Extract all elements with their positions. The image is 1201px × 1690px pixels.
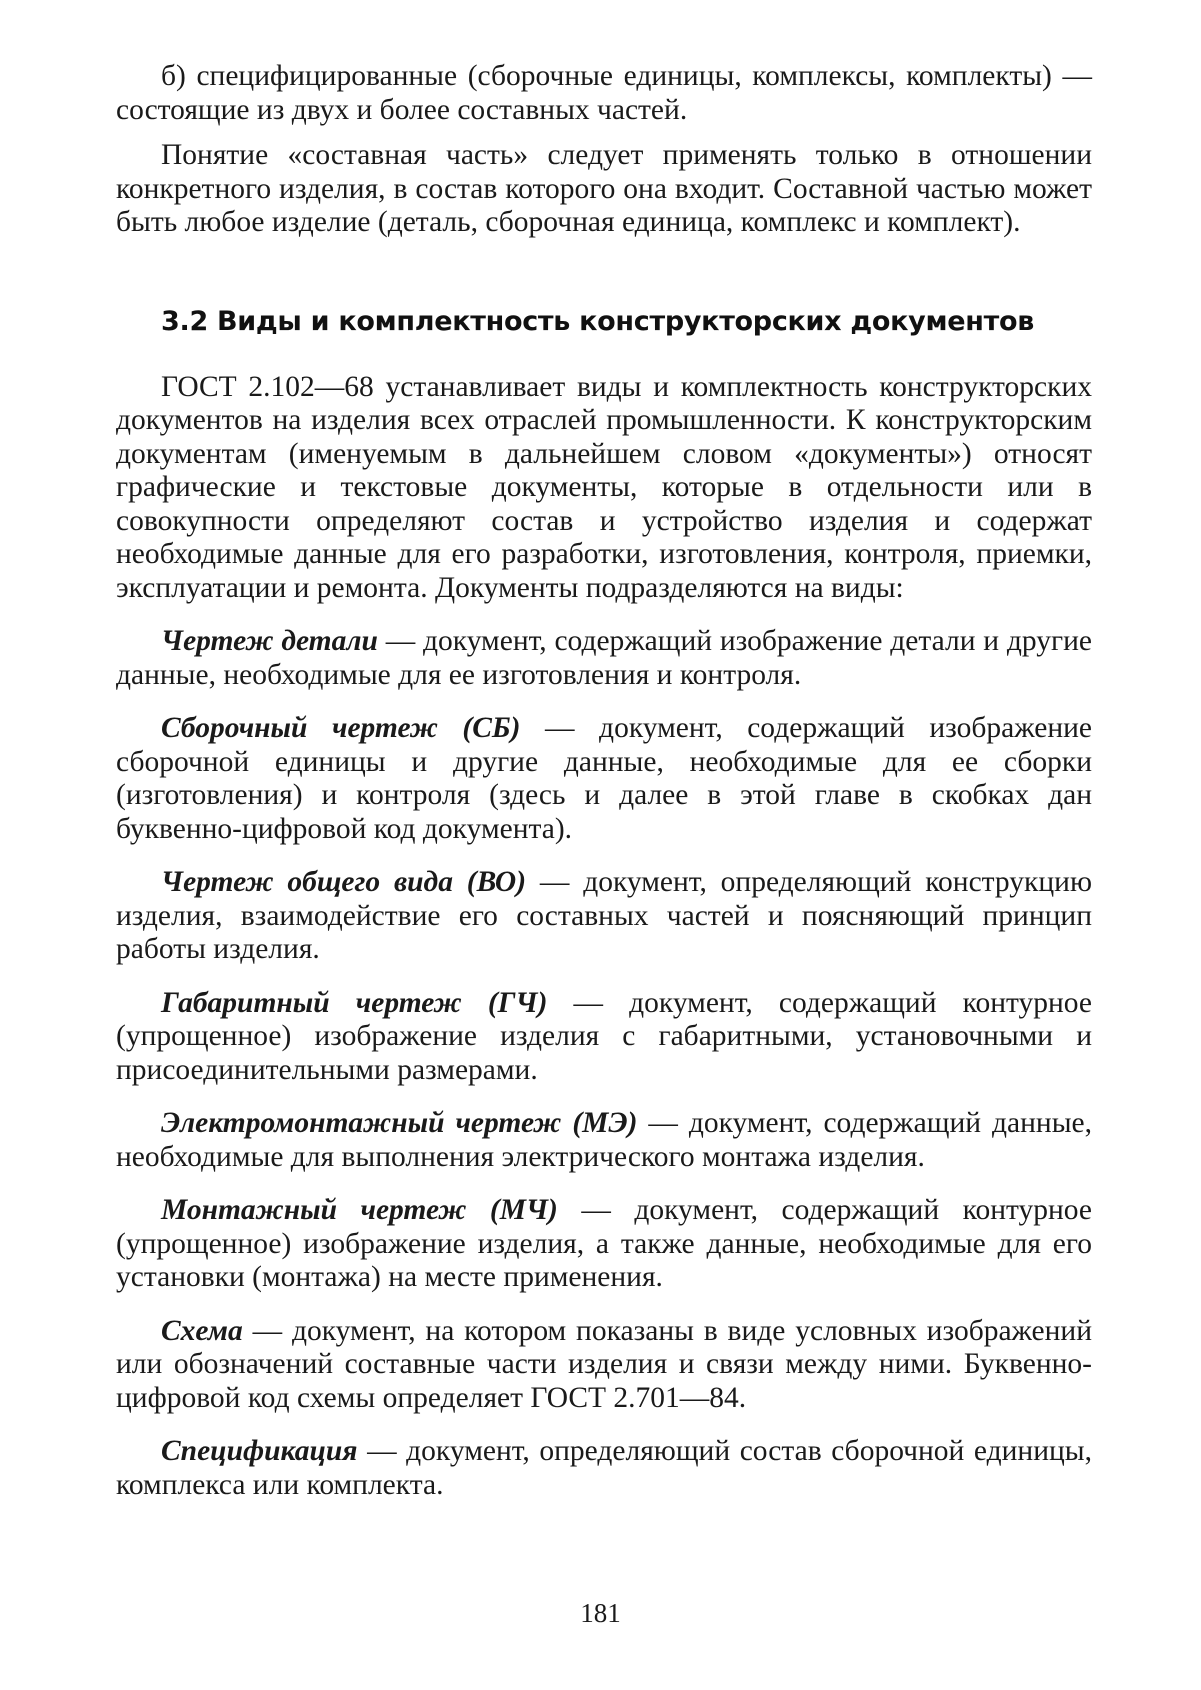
- definition-specification: [116, 1435, 1092, 1502]
- definition-scheme: [116, 1315, 1092, 1416]
- definition-term: Электромонтажный чертеж (МЭ): [161, 1107, 638, 1139]
- definition-electrical-installation-drawing: [116, 1107, 1092, 1174]
- definition-text: — документ, определяющий конструкцию изделия, взаимодействие его составных частей и поясняющий принцип работы изделия.: [116, 866, 1092, 965]
- intro-paragraph-component-part: Понятие «составная часть» следует применять только в отношении конкретного изделия, в состав которого она входит. Составной частью может быть любое изделие (деталь, сборочная единица, комплекс и комплект).: [116, 139, 1092, 238]
- definition-term: Сборочный чертеж (СБ): [161, 712, 521, 744]
- definition-text: — документ, содержащий данные, необходимые для выполнения электрического монтажа изделия.: [116, 1107, 1092, 1173]
- definition-term: Спецификация: [161, 1435, 358, 1467]
- page-number: 181: [580, 1598, 621, 1628]
- definition-text: — документ, содержащий изображение детали и другие данные, необходимые для ее изготовления и контроля.: [116, 625, 1092, 691]
- definition-term: Чертеж детали: [161, 625, 378, 657]
- definition-text: — документ, определяющий состав сборочной единицы, комплекса или комплекта.: [116, 1435, 1092, 1501]
- intro-paragraph-specified-products: б) специфицированные (сборочные единицы, комплексы, комплекты) — состоящие из двух и более составных частей.: [116, 60, 1092, 126]
- section-lead-paragraph: ГОСТ 2.102—68 устанавливает виды и комплектность конструкторских документов на изделия всех отраслей промышленности. К конструкторским документам (именуемым в дальнейшем словом «документы») относят графические и текстовые документы, которые в отдельности или в совокупности определяют состав и устройство изделия и содержат необходимые данные для его разработки, изготовления, контроля, приемки, эксплуатации и ремонта. Документы подразделяются на виды:: [116, 370, 1092, 604]
- definition-term: Габаритный чертеж (ГЧ): [161, 986, 548, 1019]
- definition-dimensional-drawing: [116, 987, 1092, 1088]
- definition-text: — документ, на котором показаны в виде условных изображений или обозначений составные части изделия и связи между ними. Буквенно-цифровой код схемы определяет ГОСТ 2.701—84.: [116, 1314, 1092, 1414]
- definition-text: — документ, содержащий контурное (упрощенное) изображение изделия, а также данные, необходимые для его установки (монтажа) на месте применения.: [116, 1194, 1092, 1293]
- definition-part-drawing: [116, 625, 1092, 692]
- definition-assembly-drawing: [116, 712, 1092, 846]
- definition-installation-drawing: [116, 1194, 1092, 1295]
- definition-term: Монтажный чертеж (МЧ): [161, 1194, 558, 1226]
- definition-text: — документ, содержащий контурное (упрощенное) изображение изделия с габаритными, установочными и присоединительными размерами.: [116, 986, 1092, 1086]
- definition-text: — документ, содержащий изображение сборочной единицы и другие данные, необходимые для ее сборки (изготовления) и контроля (здесь и далее в этой главе в скобках дан буквенно-цифровой код документа).: [116, 712, 1092, 845]
- definition-term: Схема: [161, 1314, 243, 1347]
- book-page: [116, 60, 1092, 1502]
- definition-term: Чертеж общего вида (ВО): [161, 866, 527, 898]
- definition-general-view-drawing: [116, 866, 1092, 967]
- section-heading: 3.2 Виды и комплектность конструкторских документов: [161, 305, 1034, 337]
